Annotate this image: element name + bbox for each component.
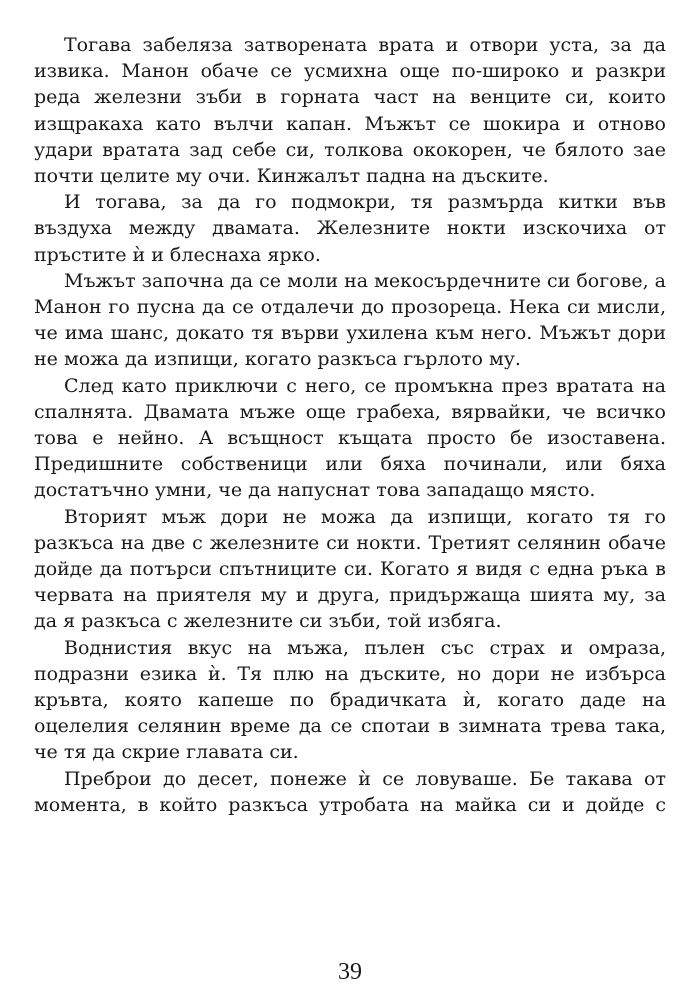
paragraph-4: След като приключи с него, се промъкна през вратата на спалнята. Двамата мъже още грабеха, вярвайки, че всичко това е нейно. А всъщност къщата просто бе изоставена. Предишните собственици или бяха починали, или бяха достатъчно умни, че да напуснат това западащо място. [34,374,666,502]
paragraph-3: Мъжът започна да се моли на мекосърдечните си богове, а Манон го пусна да се отдалечи до прозореца. Нека си мисли, че има шанс, докато тя върви ухилена към него. Мъжът дори не можа да изпищи, когато разкъса гърлото му. [34,269,666,371]
paragraph-1: Тогава забеляза затворената врата и отвори уста, за да извика. Манон обаче се усмихна още по-широко и разкри реда железни зъби в горната част на венците си, които изщракаха като вълчи капан. Мъжът се шокира и отново удари вратата зад себе си, толкова ококорен, че бялото зае почти целите му очи. Кинжалът падна на дъските. [34,34,666,188]
page-number: 39 [338,959,362,985]
paragraph-5: Вторият мъж дори не можа да изпищи, когато тя го разкъса на две с железните си нокти. Третият селянин обаче дойде да потърси спътниците си. Когато я видя с една ръка в червата на приятеля му и друга, придържаща шията му, за да я разкъса с железните си зъби, той избяга. [34,505,666,633]
paragraph-7: Преброи до десет, понеже ѝ се ловуваше. Бе такава от момента, в който разкъса утробата на майка си и дойде с [34,767,666,816]
paragraph-6: Воднистия вкус на мъжа, пълен със страх и омраза, подразни езика ѝ. Тя плю на дъските, но дори не избърса кръвта, която капеше по брадичката ѝ, когато даде на оцелелия селянин време да се спотаи в зимната трева така, че тя да скрие главата си. [34,636,666,764]
body-text [34,32,666,818]
paragraph-2: И тогава, за да го подмокри, тя размърда китки във въздуха между двамата. Железните нокти изскочиха от пръстите ѝ и блеснаха ярко. [34,191,666,266]
